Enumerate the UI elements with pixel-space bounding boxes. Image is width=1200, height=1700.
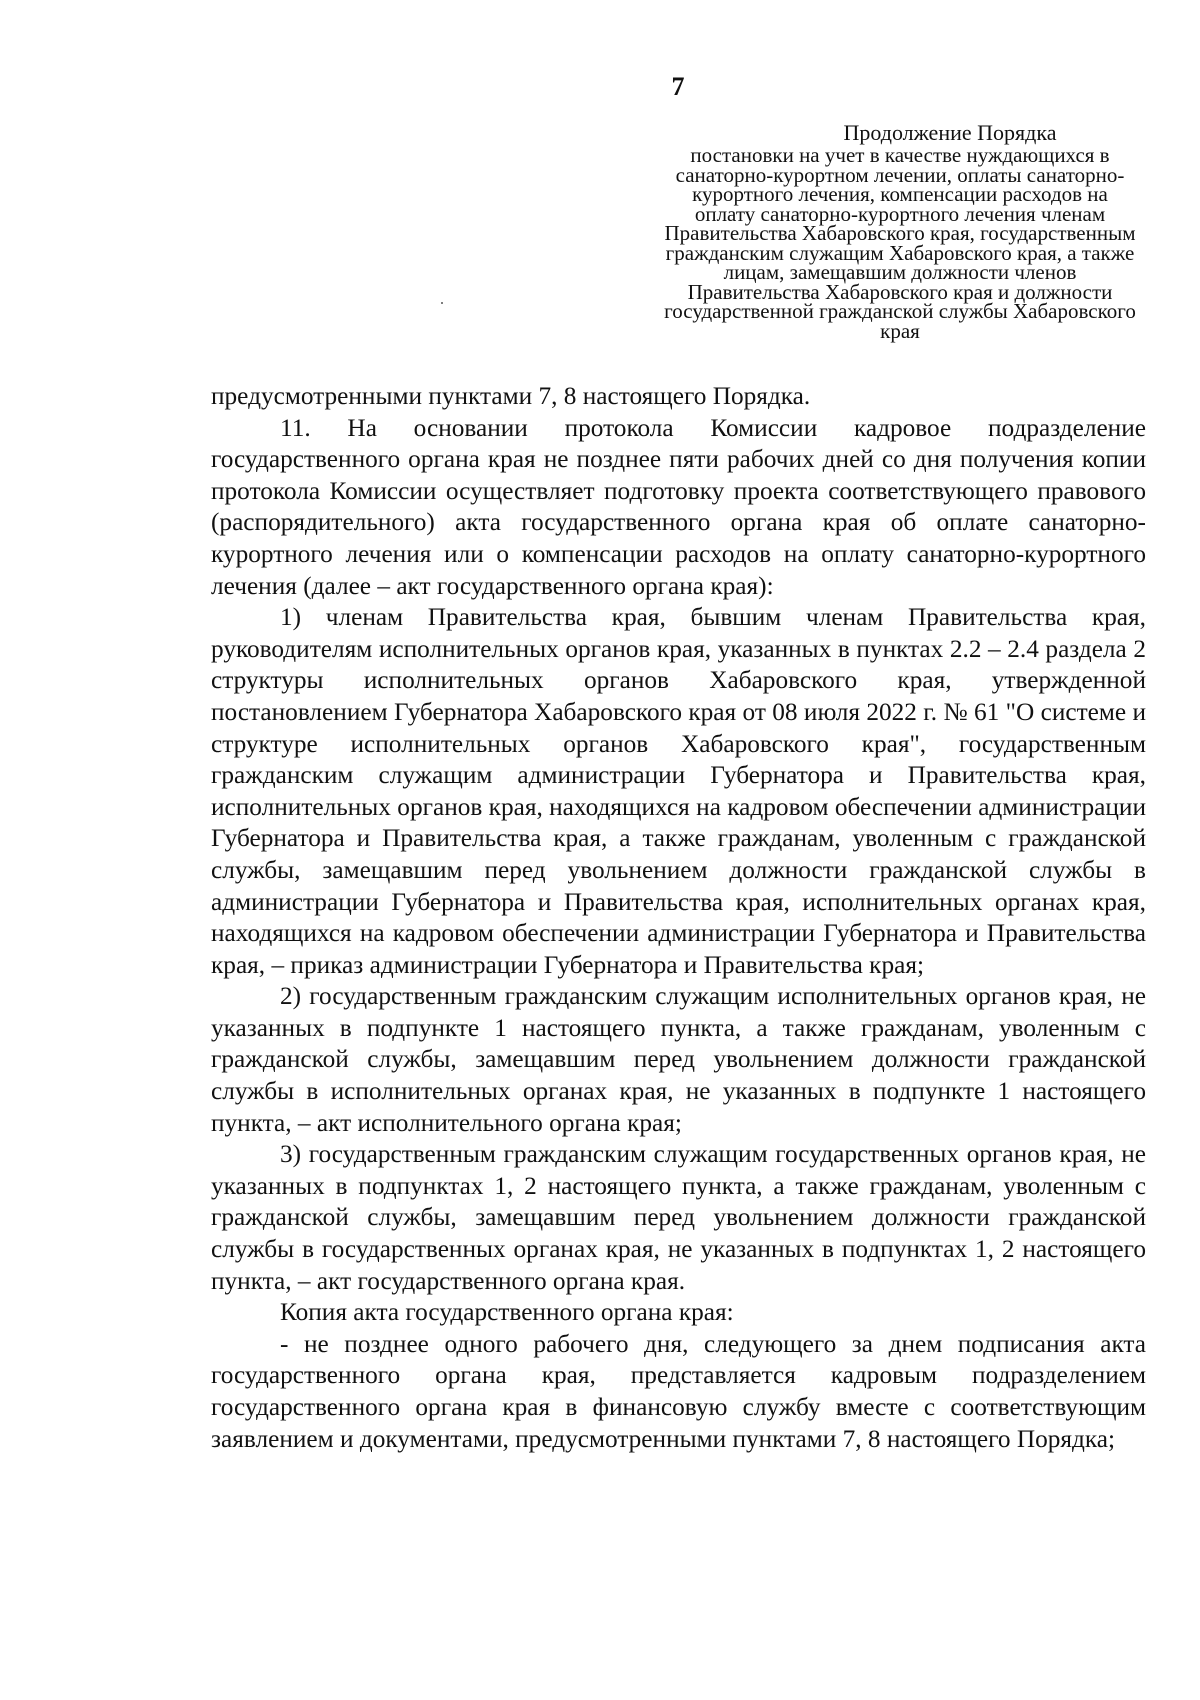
paragraph-continuation: предусмотренными пунктами 7, 8 настоящего Порядка.: [211, 382, 811, 410]
scan-speck: [441, 302, 443, 304]
continuation-title: Продолжение Порядка: [843, 120, 1057, 145]
page-number: 7: [671, 72, 685, 101]
paragraph-subitem-3: 3) государственным гражданским служащим государственных органов края, не указанных в подпунктах 1, 2 настоящего пункта, а также гражданам, уволенным с гражданской службы, замещавшим перед увольнением должности гражданской службы в государственных органах края, не указанных в подпунктах 1, 2 настоящего пункта, – акт государственного органа края.: [211, 1140, 1146, 1295]
paragraph-subitem-2: 2) государственным гражданским служащим исполнительных органов края, не указанных в подпункте 1 настоящего пункта, а также гражданам, уволенным с гражданской службы, замещавшим перед увольнением должности гражданской службы в исполнительных органах края, не указанных в подпункте 1 настоящего пункта, – акт исполнительного органа края;: [211, 982, 1146, 1137]
paragraph-act-copy-item: - не позднее одного рабочего дня, следующего за днем подписания акта государственного органа края, представляется кадровым подразделением государственного органа края в финансовую службу вместе с соответствующим заявлением и документами, предусмотренными пунктами 7, 8 настоящего Порядка;: [211, 1329, 1146, 1453]
paragraph-act-copy-heading: Копия акта государственного органа края:: [280, 1298, 734, 1327]
continuation-header-block: постановки на учет в качестве нуждающихся в санаторно-курортном лечении, оплаты санаторно-курортного лечения, компенсации расходов на оплату санаторно-курортного лечения членам Правительства Хабаровского края, государственным гражданским служащим Хабаровского края, а также лицам, замещавшим должности членов Правительства Хабаровского края и должности государственной гражданской службы Хабаровского края: [664, 143, 1136, 343]
paragraph-item-11: 11. На основании протокола Комиссии кадровое подразделение государственного органа края не позднее пяти рабочих дней со дня получения копии протокола Комиссии осуществляет подготовку проекта соответствующего правового (распорядительного) акта государственного органа края об оплате санаторно-курортного лечения или о компенсации расходов на оплату санаторно-курортного лечения (далее – акт государственного органа края):: [211, 413, 1146, 600]
document-body: [211, 381, 1146, 1455]
paragraph-subitem-1: 1) членам Правительства края, бывшим членам Правительства края, руководителям исполнительных органов края, указанных в пунктах 2.2 – 2.4 раздела 2 структуры исполнительных органов Хабаровского края, утвержденной постановлением Губернатора Хабаровского края от 08 июля 2022 г. № 61 "О системе и структуре исполнительных органов Хабаровского края", государственным гражданским служащим администрации Губернатора и Правительства края, исполнительных органов края, находящихся на кадровом обеспечении администрации Губернатора и Правительства края, а также гражданам, уволенным с гражданской службы, замещавшим перед увольнением должности гражданской службы в администрации Губернатора и Правительства края, исполнительных органах края, находящихся на кадровом обеспечении администрации Губернатора и Правительства края, – приказ администрации Губернатора и Правительства края;: [211, 603, 1146, 979]
